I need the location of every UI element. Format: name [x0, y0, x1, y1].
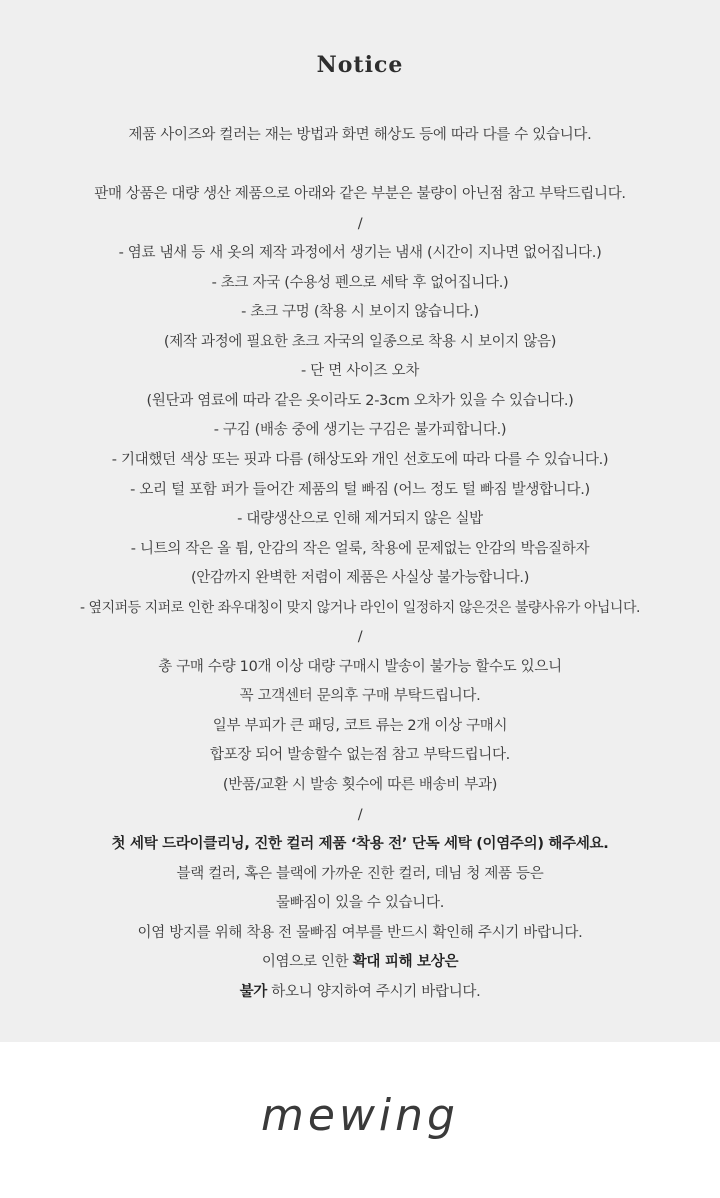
notice-line: - 초크 자국 (수용성 펜으로 세탁 후 없어집니다.)	[211, 274, 509, 291]
notice-line: - 옆지퍼등 지퍼로 인한 좌우대칭이 맞지 않거나 라인이 일정하지 않은것은 불량사유가 아닙니다.	[80, 599, 640, 616]
notice-line: - 오리 털 포함 퍼가 들어간 제품의 털 빠짐 (어느 정도 털 빠짐 발생합니다.)	[130, 481, 590, 498]
notice-body	[0, 121, 720, 1007]
notice-line-not-allowed	[0, 978, 720, 1008]
notice-line: 제품 사이즈와 컬러는 재는 방법과 화면 해상도 등에 따라 다를 수 있습니다.	[128, 127, 592, 143]
notice-divider: /	[357, 629, 363, 646]
compensation-bold-text: 확대 피해 보상은	[352, 954, 459, 971]
notice-line: (반품/교환 시 발송 횟수에 따른 배송비 부과)	[222, 777, 498, 794]
notice-line: (원단과 염료에 따라 같은 옷이라도 2-3cm 오차가 있을 수 있습니다.)	[146, 392, 574, 409]
notice-title: Notice	[316, 52, 404, 78]
notice-line: (제작 과정에 필요한 초크 자국의 일종으로 착용 시 보이지 않음)	[163, 333, 557, 350]
notice-line-compensation	[0, 948, 720, 978]
notice-divider: /	[357, 215, 363, 232]
notice-divider: /	[357, 806, 363, 823]
notice-line: 물빠짐이 있을 수 있습니다.	[275, 895, 444, 912]
notice-line: 일부 부피가 큰 패딩, 코트 류는 2개 이상 구매시	[212, 717, 508, 734]
notice-line: 이염 방지를 위해 착용 전 물빠짐 여부를 반드시 확인해 주시기 바랍니다.	[137, 924, 583, 941]
brand-logo: mewing	[261, 1090, 459, 1141]
notice-line: 합포장 되어 발송할수 없는점 참고 부탁드립니다.	[210, 747, 510, 764]
notice-line: - 기대했던 색상 또는 핏과 다름 (해상도와 개인 선호도에 따라 다를 수 있습니다.)	[111, 452, 609, 469]
notice-blank-line	[0, 151, 720, 181]
washing-warning-heading: 첫 세탁 드라이클리닝, 진한 컬러 제품 ‘착용 전’ 단독 세탁 (이염주의) 해주세요.	[111, 836, 609, 853]
notice-line: 총 구매 수량 10개 이상 대량 구매시 발송이 불가능 할수도 있으니	[158, 658, 562, 675]
notice-line: - 염료 냄새 등 새 옷의 제작 과정에서 생기는 냄새 (시간이 지나면 없어집니다.)	[118, 245, 602, 262]
not-allowed-normal-text: 하오니 양지하여 주시기 바랍니다.	[266, 983, 481, 1000]
notice-line: 블랙 컬러, 혹은 블랙에 가까운 진한 컬러, 데님 청 제품 등은	[176, 865, 544, 882]
notice-line: - 단 면 사이즈 오차	[300, 363, 420, 380]
notice-line: - 대량생산으로 인해 제거되지 않은 실밥	[237, 511, 483, 528]
notice-line: - 니트의 작은 올 튐, 안감의 작은 얼룩, 착용에 문제없는 안감의 박음질하자	[130, 540, 590, 557]
notice-line: 꼭 고객센터 문의후 구매 부탁드립니다.	[239, 688, 481, 705]
notice-line: - 초크 구멍 (착용 시 보이지 않습니다.)	[241, 304, 479, 321]
notice-line: 판매 상품은 대량 생산 제품으로 아래와 같은 부분은 불량이 아닌점 참고 부탁드립니다.	[94, 186, 626, 203]
compensation-normal-text: 이염으로 인한	[261, 954, 353, 971]
notice-line: - 구김 (배송 중에 생기는 구김은 불가피합니다.)	[213, 422, 507, 439]
not-allowed-bold-text: 불가	[239, 983, 267, 1000]
notice-line: (안감까지 완벽한 저렴이 제품은 사실상 불가능합니다.)	[190, 570, 530, 587]
